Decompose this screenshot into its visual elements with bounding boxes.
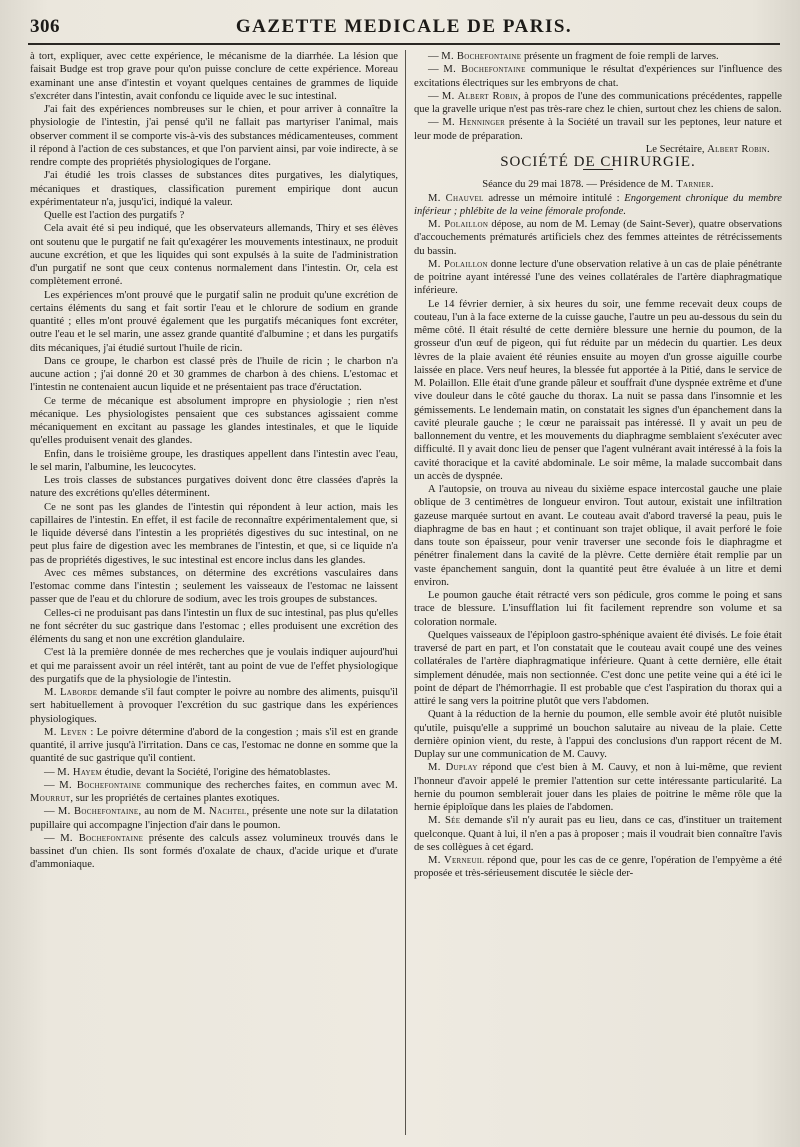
- secretary-name: Albert Robin.: [707, 143, 770, 155]
- paragraph: Quelques vaisseaux de l'épiploon gastro-sphénique avaient été divisés. Le foie était traversé de part en part, et l'on constatait que le couteau avait coupé une des veines collatérales de l'artère diaphragmatique inférieure. Quant à cette dernière, elle était simplement dénudée, mais non sectionnée. C'est donc une petite veine qui a été ici le point de départ de l'hémorrhagie. Il est probable que c'est l'aspiration du thorax qui a attiré le sang vers la poitrine plutôt que vers l'abdomen.: [414, 629, 782, 707]
- speaker-name: M. Laborde: [44, 687, 98, 698]
- speaker-name: M. Bochefontaine: [441, 51, 522, 62]
- speaker-name: M. Polaillon: [428, 258, 488, 270]
- paragraph: Ce terme de mécanique est absolument impropre en physiologie ; rien n'est mécanique. Les physiologistes pensaient que ces substances agissaient comme mécaniquement en excitant au passage les glandes intestinales, et que le liquide qu'elles produisent venait des glandes.: [30, 395, 398, 447]
- paragraph-chauvel: M. Chauvel adresse un mémoire intitulé : Engorgement chronique du membre inférieur ; phlébite de la veine fémorale profonde.: [414, 192, 782, 217]
- speaker-name: M. Bochefontaine: [60, 832, 144, 844]
- paragraph: Ce ne sont pas les glandes de l'intestin qui répondent à leur action, mais les capillaires de l'intestin. En effet, il est facile de reconnaître expérimentalement que, si le liquide déversé dans l'intestin a les propriétés digestives du suc intestinal, on ne peut plus faire de digestion avec les membranes de l'intestin, et que, si ce liquide n'a pas de propriétés digestives, le suc intestinal est encore inclus dans les glandes.: [30, 501, 398, 566]
- paragraph-polaillon: M. Polaillon dépose, au nom de M. Lemay (de Saint-Sever), quatre observations d'accouchements prématurés artificiels chez des femmes atteintes de rétrécissements du bassin.: [414, 219, 782, 257]
- paragraph: J'ai fait des expériences nombreuses sur le chien, et pour arriver à connaître la physiologie de l'intestin, j'ai pensé qu'il ne fallait pas martyriser l'animal, mais observer comment il se comporte vis-à-vis des substances médicamenteuses, comment il répond à l'action de ces substances, et que l'on parvient ainsi, par voie indirecte, à se rendre compte des propriétés physiologiques de l'organe.: [30, 104, 398, 168]
- memoir-title: Engorgement chronique du membre inférieur ; phlébite de la veine fémorale profonde.: [414, 192, 782, 217]
- paragraph: Le poumon gauche était rétracté vers son pédicule, gros comme le poing et sans trace de blessure. L'insufflation lui fit facilement reprendre son volume et sa coloration normale.: [414, 590, 782, 628]
- paragraph-hayem: — M. Hayem étudie, devant la Société, l'origine des hématoblastes.: [44, 766, 331, 778]
- paragraph: Les expériences m'ont prouvé que le purgatif salin ne produit qu'une excrétion de certains éléments du sang et fait sortir l'eau et le chlorure de sodium en grande quantité ; elles m'ont prouvé également que les purgatifs mécaniques font excréter, outre l'eau et le sel marin, une assez grande quantité d'albumine ; et dans les purgatifs dits mécaniques, j'ai étudié surtout l'huile de ricin.: [30, 289, 398, 354]
- paragraph: Quant à la réduction de la hernie du poumon, elle semble avoir été plutôt nuisible qu'utile, puisqu'elle a supprimé un bouchon salutaire au niveau de la plaie. Cette dernière opinion vient, du reste, à l'appui des conclusions d'un rapport récent de M. Duplay sur une communication de M. Cauvy.: [414, 709, 782, 760]
- paragraph: Enfin, dans le troisième groupe, les drastiques appellent dans l'intestin avec l'eau, le sel marin, l'albumine, les leucocytes.: [30, 448, 398, 473]
- paragraph: à tort, expliquer, avec cette expérience, le mécanisme de la diarrhée. La lésion que faisait Budge est trop grave pour qu'on puisse conclure de cette expérience. Moreau examinant une anse d'intestin et voyant quelques centaines de grammes de liquide s'excréter dans l'intestin, avait confondu ce liquide avec le suc intestinal.: [30, 51, 398, 102]
- speaker-name: M. Bochefontaine: [59, 779, 142, 791]
- paragraph-robin: — M. Albert Robin, à propos de l'une des communications précédentes, rappelle que la gravelle urique n'est pas très-rare chez le chien, surtout chez les chiens de salon.: [414, 90, 782, 115]
- signature: Le Secrétaire, Albert Robin.: [645, 143, 770, 155]
- paragraph: Les trois classes de substances purgatives doivent donc être classées d'après la nature des excrétions qu'elles déterminent.: [30, 475, 398, 500]
- speaker-name: M. Albert Robin: [441, 90, 519, 102]
- right-column: [414, 50, 782, 1135]
- section-title: SOCIÉTÉ DE CHIRURGIE.: [500, 154, 696, 170]
- paragraph: Celles-ci ne produisant pas dans l'intestin un flux de suc intestinal, pas plus qu'elles ne font sécréter du suc gastrique dans l'estomac ; elles produisent une excrétion des éléments du sang et non une excrétion glandulaire.: [30, 607, 398, 645]
- paragraph: Le 14 février dernier, à six heures du soir, une femme recevait deux coups de couteau, l'un à la face externe de la cuisse gauche, l'autre un peu au-dessous du sein du même côté. Il était résulté de cette dernière blessure une hernie du poumon, de la grosseur d'un œuf de pigeon, qui fut réduite par un médecin du quartier. Les deux lèvres de la plaie avaient été réunies ensuite au moyen d'un grosse aiguille courbe laissée en place. Vers neuf heures, la blessée fut apportée à la Pitié, dans le service de M. Polaillon. Elle était d'une grande pâleur et souffrait d'une dyspnée extrême et d'une vive douleur dans le côté gauche du thorax. La nuit se passa dans l'insomnie et les gémissements. Le lendemain matin, on constatait les signes d'un épanchement dans la cavité pleurale gauche ; le cœur ne paraissait pas intéressé. Il y avait un peu de ballonnement du ventre, et les mouvements du diaphragme semblaient s'exécuter avec difficulté. Il y avait donc lieu de penser que l'agent vulnérant avait intéressé à la fois la cavité thoracique et la cavité abdominale. Le soir même, la malade succombait dans un accès de dyspnée.: [414, 298, 782, 482]
- paragraph-see: M. Sée demande s'il n'y aurait pas eu lieu, dans ce cas, d'instituer un traitement quelconque. Quant à lui, il n'en a pas à proposer ; mais il voudrait bien connaître l'avis de ses collègues à cet égard.: [414, 815, 782, 853]
- paragraph: Cela avait été si peu indiqué, que les observateurs allemands, Thiry et ses élèves ont soutenu que le purgatif ne fait qu'exagérer les mouvements intestinaux, ne produit aucune excrétion, et que les liquides qui sont expulsés à la suite de l'administration d'un purgatif ne sont que ceux contenus normalement dans l'intestin. Or, cela est complètement erroné.: [30, 223, 398, 288]
- column-divider: [405, 50, 406, 1135]
- paragraph-leven: M. Leven : Le poivre détermine d'abord de la congestion ; mais s'il est en grande quantité, il arrive jusqu'à l'irritation. Dans ce cas, l'estomac ne donne en somme que la quantité de suc gastrique qu'il contient.: [30, 726, 398, 765]
- speaker-name: M. Bochefontaine: [57, 806, 139, 818]
- running-title: GAZETTE MEDICALE DE PARIS.: [235, 16, 573, 37]
- paragraph-bochefontaine: — M. Bochefontaine, au nom de M. Nachtel, présente une note sur la dilatation pupillaire qui accompagne l'injection d'air dans le poumon.: [30, 806, 398, 831]
- speaker-name: M. Mourrut: [30, 779, 398, 804]
- paragraph-polaillon: M. Polaillon donne lecture d'une observation relative à un cas de plaie pénétrante de poitrine ayant intéressé l'une des veines collatérales de l'artère diaphragmatique inférieure.: [414, 258, 782, 297]
- page-header: [30, 14, 778, 42]
- speaker-name: M. Leven: [44, 726, 87, 738]
- left-column: [30, 50, 398, 1135]
- speaker-name: M. Nachtel: [192, 806, 247, 818]
- paragraph-bochefontaine: — M. Bochefontaine présente des calculs assez volumineux trouvés dans le bassinet d'un chien. Ils sont formés d'oxalate de chaux, d'acide urique et d'urate d'ammoniaque.: [30, 832, 398, 871]
- paragraph-laborde: M. Laborde demande s'il faut compter le poivre au nombre des aliments, puisqu'il sert habituellement à provoquer l'excrétion du suc gastrique dans les expériences physiologiques.: [30, 687, 398, 725]
- paragraph: C'est là la première donnée de mes recherches que je voulais indiquer aujourd'hui et qui me paraissent avoir un réel intérêt, tant au point de vue de l'effet physiologique des purgatifs que de la physiologie de l'intestin.: [30, 647, 398, 685]
- session-line: Séance du 29 mai 1878. — Présidence de M. Tarnier.: [482, 179, 714, 191]
- paragraph-bochefontaine: — M. Bochefontaine présente un fragment de foie rempli de larves.: [428, 51, 719, 62]
- president-name: M. Tarnier.: [660, 179, 714, 191]
- speaker-name: M. Henninger: [442, 117, 506, 129]
- paragraph-bochefontaine: — M. Bochefontaine communique des recherches faites, en commun avec M. Mourrut, sur les propriétés de certaines plantes exotiques.: [30, 779, 398, 804]
- paragraph: Avec ces mêmes substances, on détermine des excrétions vasculaires dans l'estomac comme dans l'intestin ; seulement les vaisseaux de l'estomac ne laissent passer que de l'eau et du chlorure de sodium, avec les trois groupes de substances.: [30, 567, 398, 606]
- paragraph-bochefontaine: — M. Bochefontaine communique le résultat d'expériences sur l'influence des excitations électriques sur les embryons de chat.: [414, 64, 782, 89]
- speaker-name: M. Chauvel: [428, 192, 484, 204]
- speaker-name: M. Verneuil: [428, 855, 485, 866]
- paragraph: J'ai étudié les trois classes de substances dites purgatives, les dialytiques, mécaniques et drastiques, classification purement empirique dont aucun expérimentateur n'a, jusqu'ici, indiqué la valeur.: [30, 170, 398, 208]
- speaker-name: M. Duplay: [428, 762, 478, 774]
- paragraph: Quelle est l'action des purgatifs ?: [44, 210, 185, 221]
- page-number: 306: [30, 16, 60, 37]
- paragraph: Dans ce groupe, le charbon est classé près de l'huile de ricin ; le charbon n'a aucune action ; j'ai donné 20 et 30 grammes de charbon à des chiens. L'estomac et l'intestin ne contenaient aucun liquide et ne présentaient pas trace d'éructation.: [30, 355, 398, 394]
- speaker-name: M. Sée: [428, 815, 461, 827]
- paragraph-verneuil: M. Verneuil répond que, pour les cas de ce genre, l'opération de l'empyème a été proposée et très-sérieusement discutée le siècle der-: [414, 855, 782, 880]
- paragraph-duplay: M. Duplay répond que c'est bien à M. Cauvy, et non à lui-même, que revient l'honneur d'avoir appelé le premier l'attention sur cette intéressante particularité. La hernie du poumon semblerait jouer dans les plaies de poitrine le même rôle que la hernie épiploïque dans les plaies de l'abdomen.: [414, 762, 782, 813]
- paragraph-henninger: — M. Henninger présente à la Société un travail sur les peptones, leur nature et leur mode de préparation.: [414, 117, 782, 142]
- header-rule: [28, 43, 780, 45]
- speaker-name: M. Bochefontaine: [443, 64, 526, 76]
- speaker-name: M. Polaillon: [428, 219, 489, 230]
- paragraph: A l'autopsie, on trouva au niveau du sixième espace intercostal gauche une plaie oblique de 3 centimètres de longueur environ. Tout autour, existait une infiltration gazeuse marquée surtout en avant. Le couteau avait d'abord traversé la peau, puis le diaphragme de bas en haut ; et continuant son trajet oblique, il avait perforé le foie dans toute son épaisseur, pour venir traverser une seconde fois le diaphragme et pénétrer finalement dans la cavité de la plèvre. Cette dernière était remplie par un vaste épanchement sanguin, dont la quantité peut être évaluée à un litre et demi environ.: [414, 484, 782, 588]
- speaker-name: M. Hayem: [57, 766, 102, 778]
